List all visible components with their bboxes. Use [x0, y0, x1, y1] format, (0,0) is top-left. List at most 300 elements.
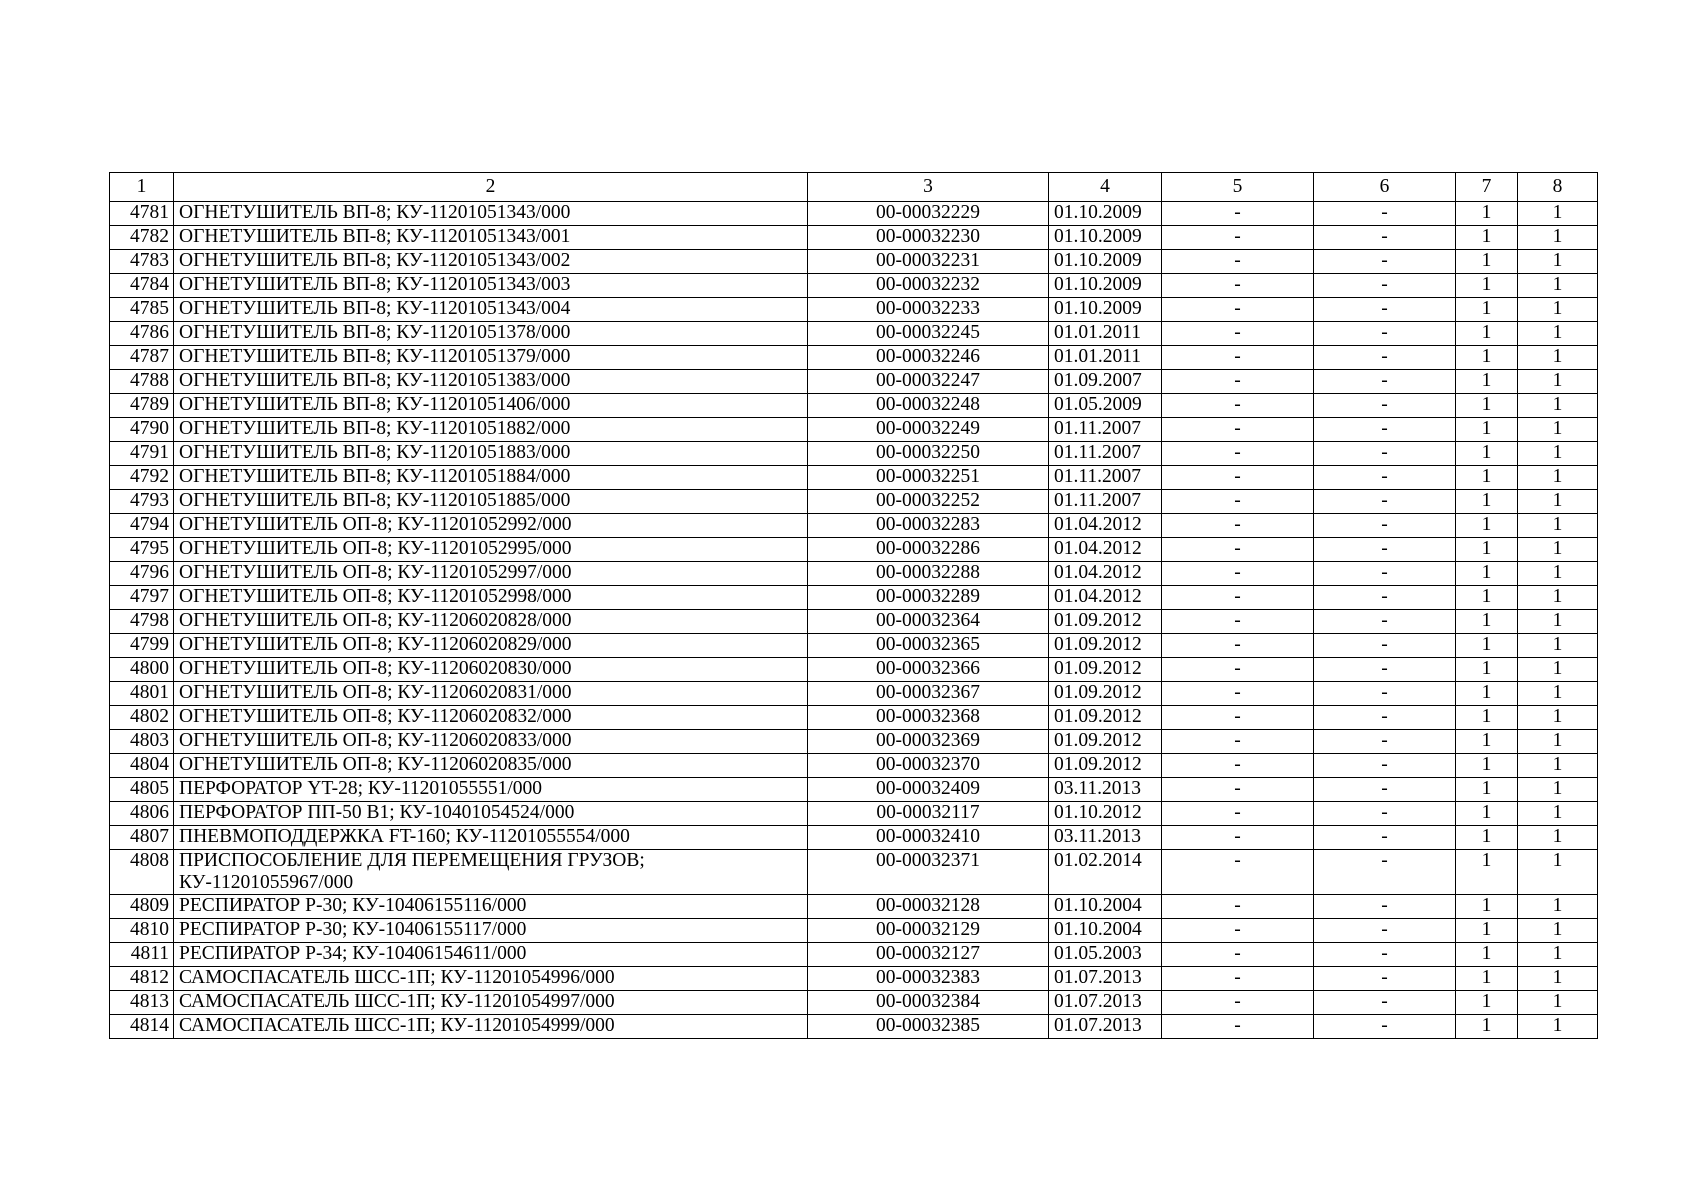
col8-cell: 1 [1518, 346, 1598, 370]
item-name-cell: ОГНЕТУШИТЕЛЬ ВП-8; КУ-11201051378/000 [174, 322, 808, 346]
col7-cell: 1 [1456, 370, 1518, 394]
col5-cell: - [1162, 991, 1314, 1015]
col5-cell: - [1162, 202, 1314, 226]
date-cell: 01.09.2012 [1049, 754, 1162, 778]
col5-cell: - [1162, 826, 1314, 850]
col7-cell: 1 [1456, 442, 1518, 466]
col6-cell: - [1314, 226, 1456, 250]
inventory-number-cell: 00-00032117 [808, 802, 1049, 826]
item-name-cell: ОГНЕТУШИТЕЛЬ ОП-8; КУ-11206020830/000 [174, 658, 808, 682]
col7-cell: 1 [1456, 514, 1518, 538]
col7-cell: 1 [1456, 967, 1518, 991]
column-header-6: 6 [1314, 173, 1456, 202]
inventory-number-cell: 00-00032366 [808, 658, 1049, 682]
date-cell: 01.01.2011 [1049, 322, 1162, 346]
row-number-cell: 4813 [110, 991, 174, 1015]
col5-cell: - [1162, 850, 1314, 895]
col8-cell: 1 [1518, 943, 1598, 967]
col7-cell: 1 [1456, 562, 1518, 586]
col6-cell: - [1314, 634, 1456, 658]
inventory-number-cell: 00-00032230 [808, 226, 1049, 250]
item-name-cell: ПНЕВМОПОДДЕРЖКА FT-160; КУ-11201055554/000 [174, 826, 808, 850]
date-cell: 01.07.2013 [1049, 1015, 1162, 1039]
col7-cell: 1 [1456, 298, 1518, 322]
col6-cell: - [1314, 202, 1456, 226]
col5-cell: - [1162, 967, 1314, 991]
row-number-cell: 4795 [110, 538, 174, 562]
inventory-table [109, 172, 1598, 1039]
item-name-cell: ПРИСПОСОБЛЕНИЕ ДЛЯ ПЕРЕМЕЩЕНИЯ ГРУЗОВ; КУ-11201055967/000 [174, 850, 808, 895]
table-row [110, 562, 1598, 586]
item-name-cell: ПЕРФОРАТОР YT-28; КУ-11201055551/000 [174, 778, 808, 802]
table-row [110, 730, 1598, 754]
date-cell: 01.04.2012 [1049, 514, 1162, 538]
row-number-cell: 4801 [110, 682, 174, 706]
inventory-number-cell: 00-00032246 [808, 346, 1049, 370]
item-name-cell: ОГНЕТУШИТЕЛЬ ВП-8; КУ-11201051343/004 [174, 298, 808, 322]
col5-cell: - [1162, 298, 1314, 322]
col7-cell: 1 [1456, 895, 1518, 919]
col6-cell: - [1314, 250, 1456, 274]
col5-cell: - [1162, 1015, 1314, 1039]
column-header-4: 4 [1049, 173, 1162, 202]
col7-cell: 1 [1456, 919, 1518, 943]
row-number-cell: 4788 [110, 370, 174, 394]
item-name-cell: ОГНЕТУШИТЕЛЬ ВП-8; КУ-11201051883/000 [174, 442, 808, 466]
col5-cell: - [1162, 730, 1314, 754]
table-row [110, 682, 1598, 706]
col6-cell: - [1314, 778, 1456, 802]
item-name-cell: РЕСПИРАТОР Р-34; КУ-10406154611/000 [174, 943, 808, 967]
col6-cell: - [1314, 322, 1456, 346]
col8-cell: 1 [1518, 778, 1598, 802]
col6-cell: - [1314, 730, 1456, 754]
date-cell: 01.04.2012 [1049, 562, 1162, 586]
table-row [110, 778, 1598, 802]
date-cell: 01.09.2012 [1049, 634, 1162, 658]
inventory-number-cell: 00-00032283 [808, 514, 1049, 538]
date-cell: 01.02.2014 [1049, 850, 1162, 895]
col8-cell: 1 [1518, 826, 1598, 850]
date-cell: 01.10.2004 [1049, 895, 1162, 919]
item-name-cell: ОГНЕТУШИТЕЛЬ ВП-8; КУ-11201051343/000 [174, 202, 808, 226]
table-row [110, 895, 1598, 919]
col7-cell: 1 [1456, 394, 1518, 418]
row-number-cell: 4804 [110, 754, 174, 778]
col8-cell: 1 [1518, 562, 1598, 586]
table-row [110, 610, 1598, 634]
col7-cell: 1 [1456, 802, 1518, 826]
inventory-number-cell: 00-00032127 [808, 943, 1049, 967]
col6-cell: - [1314, 895, 1456, 919]
item-name-cell: ПЕРФОРАТОР ПП-50 В1; КУ-10401054524/000 [174, 802, 808, 826]
col8-cell: 1 [1518, 754, 1598, 778]
date-cell: 01.09.2012 [1049, 610, 1162, 634]
item-name-cell: ОГНЕТУШИТЕЛЬ ОП-8; КУ-11201052995/000 [174, 538, 808, 562]
col7-cell: 1 [1456, 490, 1518, 514]
col8-cell: 1 [1518, 991, 1598, 1015]
col5-cell: - [1162, 586, 1314, 610]
table-row [110, 919, 1598, 943]
col7-cell: 1 [1456, 682, 1518, 706]
col8-cell: 1 [1518, 442, 1598, 466]
date-cell: 01.10.2012 [1049, 802, 1162, 826]
table-row [110, 442, 1598, 466]
col6-cell: - [1314, 610, 1456, 634]
col7-cell: 1 [1456, 466, 1518, 490]
item-name-cell: ОГНЕТУШИТЕЛЬ ВП-8; КУ-11201051885/000 [174, 490, 808, 514]
inventory-number-cell: 00-00032229 [808, 202, 1049, 226]
date-cell: 03.11.2013 [1049, 826, 1162, 850]
col6-cell: - [1314, 298, 1456, 322]
row-number-cell: 4805 [110, 778, 174, 802]
col5-cell: - [1162, 418, 1314, 442]
col8-cell: 1 [1518, 802, 1598, 826]
date-cell: 01.09.2012 [1049, 658, 1162, 682]
col6-cell: - [1314, 394, 1456, 418]
row-number-cell: 4812 [110, 967, 174, 991]
col7-cell: 1 [1456, 634, 1518, 658]
col6-cell: - [1314, 1015, 1456, 1039]
col5-cell: - [1162, 514, 1314, 538]
col6-cell: - [1314, 418, 1456, 442]
col7-cell: 1 [1456, 202, 1518, 226]
col8-cell: 1 [1518, 1015, 1598, 1039]
col6-cell: - [1314, 490, 1456, 514]
date-cell: 01.10.2009 [1049, 250, 1162, 274]
inventory-number-cell: 00-00032249 [808, 418, 1049, 442]
row-number-cell: 4807 [110, 826, 174, 850]
table-row [110, 634, 1598, 658]
row-number-cell: 4793 [110, 490, 174, 514]
col8-cell: 1 [1518, 394, 1598, 418]
table-row [110, 658, 1598, 682]
col8-cell: 1 [1518, 730, 1598, 754]
inventory-number-cell: 00-00032128 [808, 895, 1049, 919]
table-row [110, 826, 1598, 850]
inventory-number-cell: 00-00032251 [808, 466, 1049, 490]
col5-cell: - [1162, 442, 1314, 466]
col6-cell: - [1314, 370, 1456, 394]
inventory-number-cell: 00-00032383 [808, 967, 1049, 991]
row-number-cell: 4814 [110, 1015, 174, 1039]
row-number-cell: 4798 [110, 610, 174, 634]
item-name-cell: ОГНЕТУШИТЕЛЬ ОП-8; КУ-11206020831/000 [174, 682, 808, 706]
col5-cell: - [1162, 394, 1314, 418]
col8-cell: 1 [1518, 322, 1598, 346]
col5-cell: - [1162, 943, 1314, 967]
col7-cell: 1 [1456, 250, 1518, 274]
col6-cell: - [1314, 514, 1456, 538]
col6-cell: - [1314, 850, 1456, 895]
col8-cell: 1 [1518, 418, 1598, 442]
col8-cell: 1 [1518, 610, 1598, 634]
inventory-number-cell: 00-00032385 [808, 1015, 1049, 1039]
row-number-cell: 4797 [110, 586, 174, 610]
date-cell: 01.04.2012 [1049, 586, 1162, 610]
row-number-cell: 4785 [110, 298, 174, 322]
row-number-cell: 4799 [110, 634, 174, 658]
col8-cell: 1 [1518, 850, 1598, 895]
col5-cell: - [1162, 802, 1314, 826]
col6-cell: - [1314, 442, 1456, 466]
table-row [110, 943, 1598, 967]
item-name-cell: ОГНЕТУШИТЕЛЬ ОП-8; КУ-11206020833/000 [174, 730, 808, 754]
col6-cell: - [1314, 682, 1456, 706]
col6-cell: - [1314, 802, 1456, 826]
date-cell: 01.11.2007 [1049, 490, 1162, 514]
col6-cell: - [1314, 991, 1456, 1015]
inventory-number-cell: 00-00032231 [808, 250, 1049, 274]
col6-cell: - [1314, 754, 1456, 778]
column-header-5: 5 [1162, 173, 1314, 202]
inventory-number-cell: 00-00032368 [808, 706, 1049, 730]
date-cell: 01.10.2009 [1049, 298, 1162, 322]
table-body [110, 173, 1598, 1039]
date-cell: 01.05.2009 [1049, 394, 1162, 418]
inventory-number-cell: 00-00032369 [808, 730, 1049, 754]
row-number-cell: 4802 [110, 706, 174, 730]
inventory-number-cell: 00-00032252 [808, 490, 1049, 514]
col8-cell: 1 [1518, 274, 1598, 298]
table-row [110, 346, 1598, 370]
row-number-cell: 4784 [110, 274, 174, 298]
col5-cell: - [1162, 346, 1314, 370]
date-cell: 01.07.2013 [1049, 967, 1162, 991]
col7-cell: 1 [1456, 754, 1518, 778]
row-number-cell: 4810 [110, 919, 174, 943]
col5-cell: - [1162, 562, 1314, 586]
col7-cell: 1 [1456, 418, 1518, 442]
col7-cell: 1 [1456, 274, 1518, 298]
col5-cell: - [1162, 919, 1314, 943]
date-cell: 01.11.2007 [1049, 442, 1162, 466]
row-number-cell: 4803 [110, 730, 174, 754]
date-cell: 01.10.2009 [1049, 274, 1162, 298]
row-number-cell: 4811 [110, 943, 174, 967]
row-number-cell: 4781 [110, 202, 174, 226]
col6-cell: - [1314, 943, 1456, 967]
column-header-1: 1 [110, 173, 174, 202]
item-name-cell: ОГНЕТУШИТЕЛЬ ВП-8; КУ-11201051882/000 [174, 418, 808, 442]
date-cell: 01.10.2009 [1049, 202, 1162, 226]
col7-cell: 1 [1456, 538, 1518, 562]
item-name-cell: ОГНЕТУШИТЕЛЬ ВП-8; КУ-11201051343/001 [174, 226, 808, 250]
col6-cell: - [1314, 274, 1456, 298]
col6-cell: - [1314, 466, 1456, 490]
date-cell: 01.09.2012 [1049, 682, 1162, 706]
col6-cell: - [1314, 658, 1456, 682]
table-row [110, 370, 1598, 394]
table-row [110, 298, 1598, 322]
row-number-cell: 4808 [110, 850, 174, 895]
inventory-number-cell: 00-00032288 [808, 562, 1049, 586]
row-number-cell: 4794 [110, 514, 174, 538]
item-name-cell: ОГНЕТУШИТЕЛЬ ВП-8; КУ-11201051383/000 [174, 370, 808, 394]
col8-cell: 1 [1518, 202, 1598, 226]
inventory-number-cell: 00-00032365 [808, 634, 1049, 658]
item-name-cell: ОГНЕТУШИТЕЛЬ ВП-8; КУ-11201051406/000 [174, 394, 808, 418]
date-cell: 03.11.2013 [1049, 778, 1162, 802]
col6-cell: - [1314, 706, 1456, 730]
date-cell: 01.01.2011 [1049, 346, 1162, 370]
col5-cell: - [1162, 778, 1314, 802]
item-name-cell: ОГНЕТУШИТЕЛЬ ВП-8; КУ-11201051884/000 [174, 466, 808, 490]
table-row [110, 274, 1598, 298]
date-cell: 01.11.2007 [1049, 418, 1162, 442]
date-cell: 01.05.2003 [1049, 943, 1162, 967]
row-number-cell: 4789 [110, 394, 174, 418]
inventory-number-cell: 00-00032233 [808, 298, 1049, 322]
col5-cell: - [1162, 895, 1314, 919]
date-cell: 01.11.2007 [1049, 466, 1162, 490]
row-number-cell: 4787 [110, 346, 174, 370]
table-row [110, 322, 1598, 346]
table-row [110, 514, 1598, 538]
col8-cell: 1 [1518, 658, 1598, 682]
table-row [110, 250, 1598, 274]
table-row [110, 586, 1598, 610]
col8-cell: 1 [1518, 967, 1598, 991]
col6-cell: - [1314, 919, 1456, 943]
col8-cell: 1 [1518, 226, 1598, 250]
row-number-cell: 4783 [110, 250, 174, 274]
col7-cell: 1 [1456, 943, 1518, 967]
col7-cell: 1 [1456, 1015, 1518, 1039]
col5-cell: - [1162, 754, 1314, 778]
table-row [110, 226, 1598, 250]
col8-cell: 1 [1518, 466, 1598, 490]
table-row [110, 850, 1598, 895]
item-name-cell: САМОСПАСАТЕЛЬ ШСС-1П; КУ-11201054996/000 [174, 967, 808, 991]
table-row [110, 418, 1598, 442]
row-number-cell: 4806 [110, 802, 174, 826]
table-row [110, 490, 1598, 514]
col7-cell: 1 [1456, 991, 1518, 1015]
col8-cell: 1 [1518, 682, 1598, 706]
column-header-8: 8 [1518, 173, 1598, 202]
date-cell: 01.04.2012 [1049, 538, 1162, 562]
item-name-cell: ОГНЕТУШИТЕЛЬ ВП-8; КУ-11201051343/003 [174, 274, 808, 298]
table-row [110, 394, 1598, 418]
col7-cell: 1 [1456, 322, 1518, 346]
col8-cell: 1 [1518, 706, 1598, 730]
table-row [110, 754, 1598, 778]
inventory-number-cell: 00-00032286 [808, 538, 1049, 562]
item-name-cell: ОГНЕТУШИТЕЛЬ ОП-8; КУ-11206020829/000 [174, 634, 808, 658]
inventory-number-cell: 00-00032250 [808, 442, 1049, 466]
table-row [110, 202, 1598, 226]
col5-cell: - [1162, 706, 1314, 730]
col5-cell: - [1162, 490, 1314, 514]
item-name-cell: ОГНЕТУШИТЕЛЬ ВП-8; КУ-11201051379/000 [174, 346, 808, 370]
col7-cell: 1 [1456, 586, 1518, 610]
date-cell: 01.09.2012 [1049, 706, 1162, 730]
item-name-cell: ОГНЕТУШИТЕЛЬ ОП-8; КУ-11206020835/000 [174, 754, 808, 778]
col5-cell: - [1162, 466, 1314, 490]
table-row [110, 706, 1598, 730]
col8-cell: 1 [1518, 514, 1598, 538]
col5-cell: - [1162, 370, 1314, 394]
item-name-cell: ОГНЕТУШИТЕЛЬ ОП-8; КУ-11201052992/000 [174, 514, 808, 538]
item-name-cell: ОГНЕТУШИТЕЛЬ ОП-8; КУ-11206020832/000 [174, 706, 808, 730]
column-header-2: 2 [174, 173, 808, 202]
col7-cell: 1 [1456, 826, 1518, 850]
row-number-cell: 4796 [110, 562, 174, 586]
item-name-cell: ОГНЕТУШИТЕЛЬ ВП-8; КУ-11201051343/002 [174, 250, 808, 274]
item-name-cell: САМОСПАСАТЕЛЬ ШСС-1П; КУ-11201054999/000 [174, 1015, 808, 1039]
row-number-cell: 4786 [110, 322, 174, 346]
inventory-number-cell: 00-00032370 [808, 754, 1049, 778]
item-name-cell: ОГНЕТУШИТЕЛЬ ОП-8; КУ-11201052998/000 [174, 586, 808, 610]
col7-cell: 1 [1456, 346, 1518, 370]
row-number-cell: 4800 [110, 658, 174, 682]
table-row [110, 991, 1598, 1015]
col6-cell: - [1314, 967, 1456, 991]
col8-cell: 1 [1518, 250, 1598, 274]
item-name-cell: САМОСПАСАТЕЛЬ ШСС-1П; КУ-11201054997/000 [174, 991, 808, 1015]
date-cell: 01.09.2012 [1049, 730, 1162, 754]
date-cell: 01.10.2009 [1049, 226, 1162, 250]
col6-cell: - [1314, 826, 1456, 850]
col6-cell: - [1314, 346, 1456, 370]
inventory-number-cell: 00-00032247 [808, 370, 1049, 394]
item-name-cell: ОГНЕТУШИТЕЛЬ ОП-8; КУ-11201052997/000 [174, 562, 808, 586]
date-cell: 01.10.2004 [1049, 919, 1162, 943]
col8-cell: 1 [1518, 634, 1598, 658]
col7-cell: 1 [1456, 850, 1518, 895]
item-name-cell: РЕСПИРАТОР Р-30; КУ-10406155116/000 [174, 895, 808, 919]
col5-cell: - [1162, 226, 1314, 250]
inventory-number-cell: 00-00032232 [808, 274, 1049, 298]
col8-cell: 1 [1518, 919, 1598, 943]
col5-cell: - [1162, 250, 1314, 274]
row-number-cell: 4790 [110, 418, 174, 442]
col7-cell: 1 [1456, 610, 1518, 634]
row-number-cell: 4782 [110, 226, 174, 250]
column-header-3: 3 [808, 173, 1049, 202]
col8-cell: 1 [1518, 490, 1598, 514]
col7-cell: 1 [1456, 706, 1518, 730]
inventory-number-cell: 00-00032245 [808, 322, 1049, 346]
col8-cell: 1 [1518, 370, 1598, 394]
col7-cell: 1 [1456, 226, 1518, 250]
row-number-cell: 4791 [110, 442, 174, 466]
table-row [110, 466, 1598, 490]
date-cell: 01.07.2013 [1049, 991, 1162, 1015]
col8-cell: 1 [1518, 298, 1598, 322]
table-row [110, 967, 1598, 991]
col7-cell: 1 [1456, 658, 1518, 682]
table-row [110, 538, 1598, 562]
inventory-number-cell: 00-00032367 [808, 682, 1049, 706]
col6-cell: - [1314, 538, 1456, 562]
col6-cell: - [1314, 586, 1456, 610]
col8-cell: 1 [1518, 586, 1598, 610]
inventory-number-cell: 00-00032289 [808, 586, 1049, 610]
item-name-cell: ОГНЕТУШИТЕЛЬ ОП-8; КУ-11206020828/000 [174, 610, 808, 634]
col6-cell: - [1314, 562, 1456, 586]
row-number-cell: 4809 [110, 895, 174, 919]
col5-cell: - [1162, 658, 1314, 682]
col5-cell: - [1162, 634, 1314, 658]
col5-cell: - [1162, 274, 1314, 298]
col8-cell: 1 [1518, 895, 1598, 919]
col5-cell: - [1162, 682, 1314, 706]
inventory-number-cell: 00-00032364 [808, 610, 1049, 634]
inventory-number-cell: 00-00032410 [808, 826, 1049, 850]
col7-cell: 1 [1456, 778, 1518, 802]
